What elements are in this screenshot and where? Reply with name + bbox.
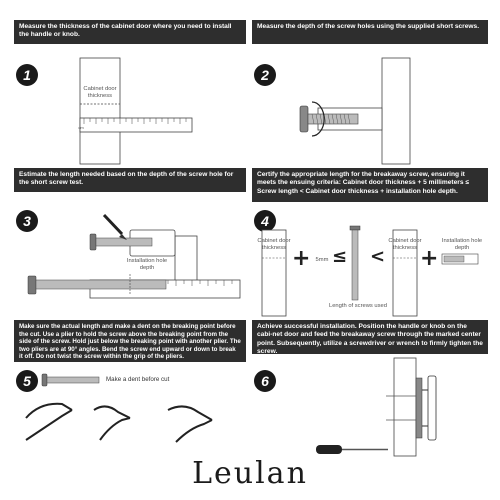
step-4-header: Certify the appropriate length for the breakaway screw, ensuring it meets the ensuing criteria: Cabinet door thickness + 5 millimeters ≤ Screw length < Cabinet door thickness + installation hole depth. bbox=[252, 168, 488, 202]
step-5-header: Make sure the actual length and make a dent on the breaking point before the cut. Use a plier to hold the screw above the breaking point from the side of the screw. Hold just below the breaking point with another plier. The two pliers are at 90° angles. Bend the screw end upward or down to break it off. Do not twist the screw within the grip of the pliers. bbox=[14, 320, 246, 362]
step-4-lt: < bbox=[370, 246, 386, 267]
step-2-badge: 2 bbox=[254, 64, 276, 86]
step-4-badge: 4 bbox=[254, 210, 276, 232]
step-1-ruler-unit: cm bbox=[78, 125, 84, 130]
step-5-badge: 5 bbox=[16, 370, 38, 392]
step-3-header: Estimate the length needed based on the depth of the screw hole for the short screw test. bbox=[14, 168, 246, 192]
step-4-screw-length-label: Length of screws used bbox=[328, 303, 387, 309]
step-3-hole-depth-label: Installation hole depth bbox=[126, 258, 168, 271]
step-6-header: Achieve successful installation. Position the handle or knob on the cabi-net door and feed the breakaway screw through the marked center point. Subsequently, utilize a screwdriver or wrench to firmly tighten the screw. bbox=[252, 320, 488, 354]
step-6-badge: 6 bbox=[254, 370, 276, 392]
step-5-dent-label: Make a dent before cut bbox=[106, 376, 170, 383]
step-4-thickness-left-label: Cabinet door thickness bbox=[257, 238, 291, 251]
brand-logo: Leulan bbox=[192, 456, 308, 491]
step-4-plus-1: + bbox=[292, 246, 311, 271]
step-1-header: Measure the thickness of the cabinet door where you need to install the handle or knob. bbox=[14, 20, 246, 44]
step-4-hole-depth-label: Installation hole depth bbox=[441, 238, 483, 251]
step-3-badge: 3 bbox=[16, 210, 38, 232]
step-4-mm-label: 5mm bbox=[315, 257, 329, 263]
step-2-header: Measure the depth of the screw holes using the supplied short screws. bbox=[252, 20, 488, 44]
step-1-badge: 1 bbox=[16, 64, 38, 86]
step-1-thickness-label: Cabinet door thickness bbox=[83, 86, 117, 99]
step-4-thickness-right-label: Cabinet door thickness bbox=[388, 238, 422, 251]
step-4-plus-2: + bbox=[420, 246, 439, 271]
step-4-leq: ≤ bbox=[332, 246, 348, 267]
